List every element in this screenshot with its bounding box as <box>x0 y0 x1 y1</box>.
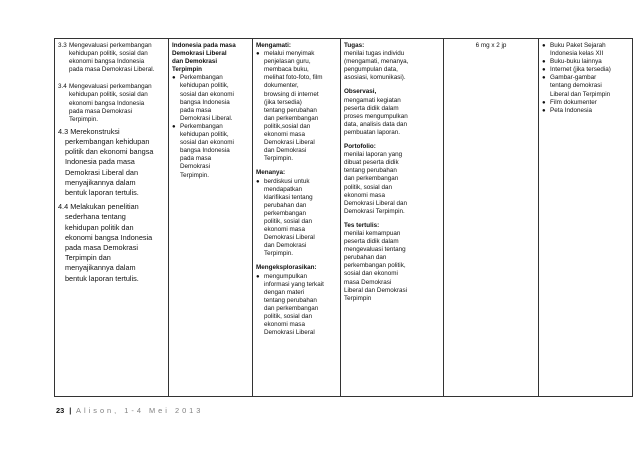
list-item: ● Film dokumenter <box>542 98 597 106</box>
list-item: ● Perkembangan kehidupan politik, sosial dan ekonomi bangsa Indonesia pada masa Demokrasi Terpimpin. <box>172 122 234 179</box>
syllabus-table <box>54 38 633 397</box>
pembelajaran-cell <box>253 39 341 397</box>
kompetensi-dasar-cell <box>55 39 169 397</box>
materi-list <box>172 74 249 179</box>
tes-tertulis-heading: Tes tertulis: <box>344 221 380 229</box>
list-item: ● melalui menyimak penjelasan guru, membaca buku, melihat foto-foto, film dokumenter, browsing di internet (jika tersedia) tentang perubahan dan perkembangan politik,sosial dan ekonomi masa Demokrasi Liberal dan Demokrasi Terpimpin. <box>256 50 323 163</box>
list-item: ● Buku-buku lainnya <box>542 58 602 66</box>
list-item: ● berdiskusi untuk mendapatkan klarifikasi tentang perubahan dan perkembangan politik, sosial dan ekonomi masa Demokrasi Liberal dan Demokrasi Terpimpin. <box>256 177 315 258</box>
bullet-icon: ● <box>542 75 546 82</box>
alokasi-waktu-cell <box>444 39 539 397</box>
list-item: ● Buku Paket Sejarah Indonesia kelas XII <box>542 42 606 58</box>
kd-item: 4.3 Merekonstruksi perkembangan kehidupan politik dan ekonomi bangsa Indonesia pada masa Demokrasi Liberal dan menyajikannya dalam bentuk laporan tertulis. <box>58 126 154 198</box>
list-item: ● Peta Indonesia <box>542 106 593 114</box>
kd-item: 3.4 Mengevaluasi perkembangan kehidupan politik, sosial dan ekonomi bangsa Indonesia pada masa Demokrasi Terpimpin. <box>58 83 152 123</box>
kd-number: 3.3 <box>58 42 67 49</box>
penilaian-cell: Tugas: menilai tugas individu (mengamati, menanya, pengumpulan data, asosiasi, komunikasi). Observasi, mengamati kegiatan peserta didik dalam proses mengumpulkan data, analisis data dan pembuatan laporan. Portofolio: menilai laporan yang dibuat peserta didik tentang perubahan dan perkembangan politik, sosial dan ekonomi masa Demokrasi Liberal dan Demokrasi Terpimpin. Tes tertulis: menilai kemampuan peserta didik dalam mengevaluasi tentang perubahan dan perkembangan politik, sosial dan ekonomi masa Demokrasi Liberal dan Demokrasi Terpimpin <box>341 39 444 397</box>
list-item: ● Perkembangan kehidupan politik, sosial dan ekonomi bangsa Indonesia pada masa Demokrasi Liberal. <box>172 74 234 122</box>
mengamati-heading: Mengamati: <box>256 42 291 49</box>
bullet-icon: ● <box>256 51 260 58</box>
list-item: ● mengumpulkan informasi yang terkait dengan materi tentang perubahan dan perkembangan politik, sosial dan ekonomi masa Demokrasi Liberal <box>256 272 324 337</box>
footer-separator: | <box>69 406 72 415</box>
bullet-icon: ● <box>256 273 260 280</box>
mengeksplorasikan-heading: Mengeksplorasikan: <box>256 264 317 272</box>
bullet-icon: ● <box>542 59 546 66</box>
table-row <box>55 39 633 397</box>
bullet-icon: ● <box>542 67 546 74</box>
footer-text: Alison, 1-4 Mei 2013 <box>76 406 204 415</box>
bullet-icon: ● <box>542 107 546 114</box>
bullet-icon: ● <box>542 99 546 106</box>
bullet-icon: ● <box>172 75 176 82</box>
menanya-heading: Menanya: <box>256 169 286 177</box>
bullet-icon: ● <box>542 43 546 49</box>
sumber-list <box>542 42 629 115</box>
page-number: 23 <box>56 406 65 415</box>
observasi-heading: Observasi, <box>344 88 377 96</box>
portofolio-heading: Portofolio: <box>344 143 376 151</box>
kd-item: 4.4 Melakukan penelitian sederhana tentang kehidupan politik dan ekonomi bangsa Indonesia pada masa Demokrasi Terpimpin dan menyajikannya dalam bentuk laporan tertulis. <box>58 202 153 283</box>
kd-number: 4.4 <box>58 202 69 212</box>
kd-item: 3.3 Mengevaluasi perkembangan kehidupan politik, sosial dan ekonomi bangsa Indonesia pada masa Demokrasi Liberal. <box>58 42 155 74</box>
materi-title: Indonesia pada masa Demokrasi Liberal dan Demokrasi Terpimpin <box>172 42 236 74</box>
list-item: ● Gambar-gambar tentang demokrasi Liberal dan Terpimpin <box>542 74 611 98</box>
kd-number: 3.4 <box>58 83 67 91</box>
kd-number: 4.3 <box>58 126 69 136</box>
list-item: ● Internet (jika tersedia) <box>542 66 611 74</box>
materi-pokok-cell <box>169 39 253 397</box>
page-footer <box>56 406 203 415</box>
sumber-belajar-cell <box>539 39 633 397</box>
alokasi-waktu: 6 mg x 2 jp <box>475 42 507 49</box>
bullet-icon: ● <box>256 178 260 185</box>
bullet-icon: ● <box>172 123 176 130</box>
tugas-heading: Tugas: <box>344 42 365 49</box>
